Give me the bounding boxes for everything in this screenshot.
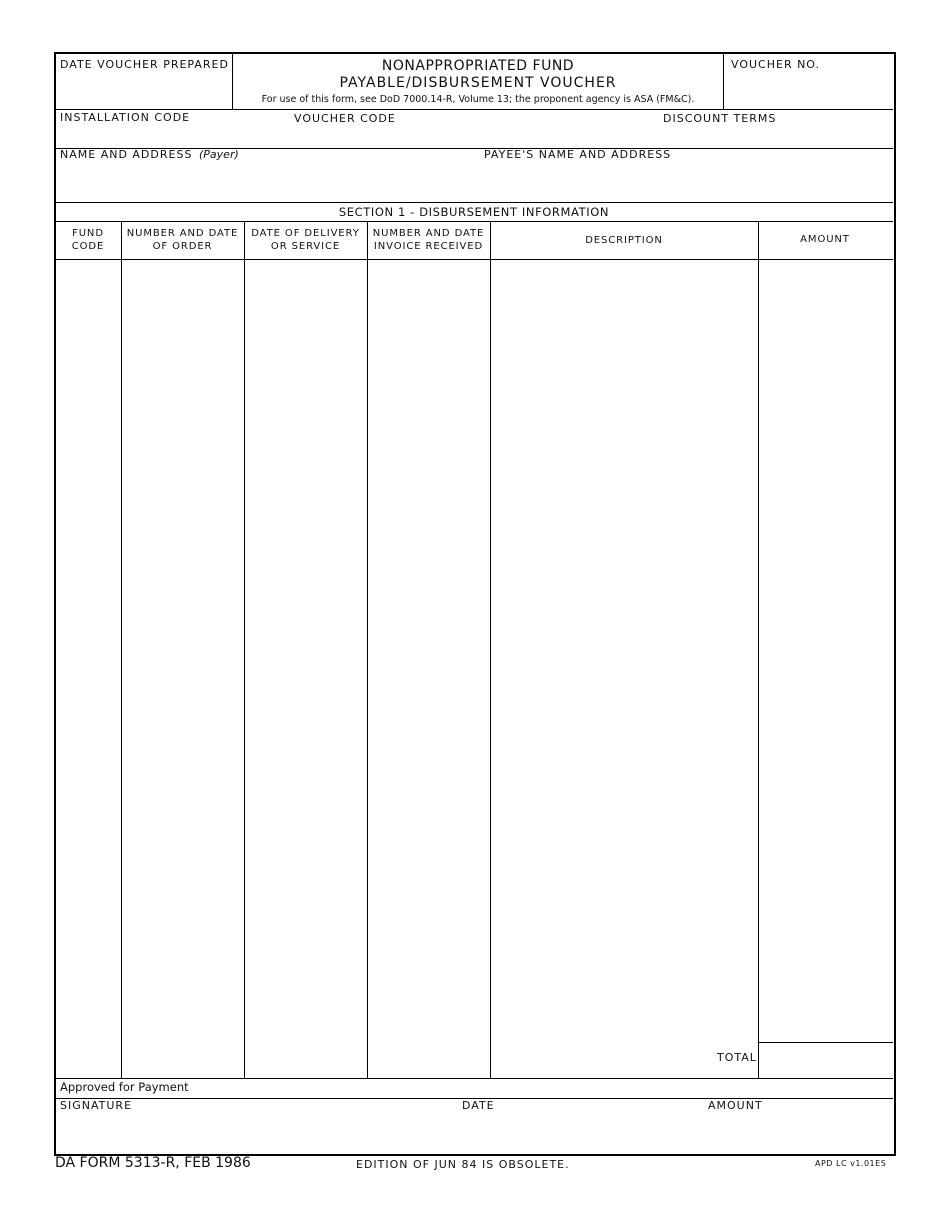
form-subtitle: For use of this form, see DoD 7000.14-R, Volume 13; the proponent agency is ASA (FM&C). [261, 94, 695, 105]
signature-label: SIGNATURE [60, 1099, 133, 1112]
version-label: APD LC v1.01ES [815, 1159, 887, 1168]
discount-terms-field[interactable] [655, 126, 891, 147]
approval-date-field[interactable] [455, 1115, 695, 1150]
col-description-header: DESCRIPTION [585, 235, 663, 246]
col-delivery-header: DATE OF DELIVERY OR SERVICE [251, 228, 360, 252]
approval-amount-label: AMOUNT [708, 1099, 763, 1112]
edition-note: EDITION OF JUN 84 IS OBSOLETE. [356, 1158, 570, 1171]
payee-name-address-field[interactable] [480, 164, 891, 201]
form-id: DA FORM 5313-R, FEB 1986 [55, 1155, 251, 1171]
col-invoice-header: NUMBER AND DATE INVOICE RECEIVED [372, 228, 485, 252]
total-label: TOTAL [717, 1051, 757, 1064]
invoice-column[interactable] [368, 261, 489, 1077]
description-column[interactable] [491, 261, 757, 1041]
divider [55, 1078, 893, 1079]
divider [55, 109, 893, 110]
divider [55, 202, 893, 203]
discount-terms-label: DISCOUNT TERMS [663, 112, 777, 125]
col-amount-header: AMOUNT [800, 234, 850, 245]
approval-amount-field[interactable] [700, 1115, 891, 1150]
signature-field[interactable] [56, 1115, 451, 1150]
title-line-2: PAYABLE/DISBURSEMENT VOUCHER [339, 75, 617, 91]
order-column[interactable] [122, 261, 243, 1077]
approval-date-label: DATE [462, 1099, 495, 1112]
voucher-no-field[interactable] [725, 74, 891, 108]
approved-for-payment-label: Approved for Payment [60, 1080, 189, 1094]
installation-code-field[interactable] [56, 126, 286, 147]
payer-label: (Payer) [199, 148, 239, 161]
total-amount-field[interactable] [759, 1044, 891, 1078]
voucher-no-label: VOUCHER NO. [731, 58, 821, 71]
amount-column[interactable] [759, 261, 891, 1041]
divider [55, 221, 893, 222]
fund-code-column[interactable] [56, 261, 120, 1077]
date-voucher-prepared-label: DATE VOUCHER PREPARED [60, 58, 229, 71]
col-fund-code-header: FUND CODE [71, 228, 105, 252]
delivery-column[interactable] [245, 261, 366, 1077]
title-line-1: NONAPPROPRIATED FUND [381, 58, 575, 74]
divider [758, 1042, 893, 1043]
form-title [233, 58, 723, 107]
divider [723, 53, 724, 110]
divider [55, 259, 893, 260]
section-1-title: SECTION 1 - DISBURSEMENT INFORMATION [338, 205, 610, 219]
payer-name-address-field[interactable] [56, 164, 476, 201]
voucher-code-label: VOUCHER CODE [294, 112, 396, 125]
date-voucher-prepared-field[interactable] [56, 74, 230, 108]
voucher-code-field[interactable] [290, 126, 650, 147]
payer-name-address-label: NAME AND ADDRESS [60, 148, 193, 161]
col-order-header: NUMBER AND DATE OF ORDER [126, 228, 239, 252]
payee-name-address-label: PAYEE'S NAME AND ADDRESS [484, 148, 672, 161]
installation-code-label: INSTALLATION CODE [60, 111, 191, 124]
